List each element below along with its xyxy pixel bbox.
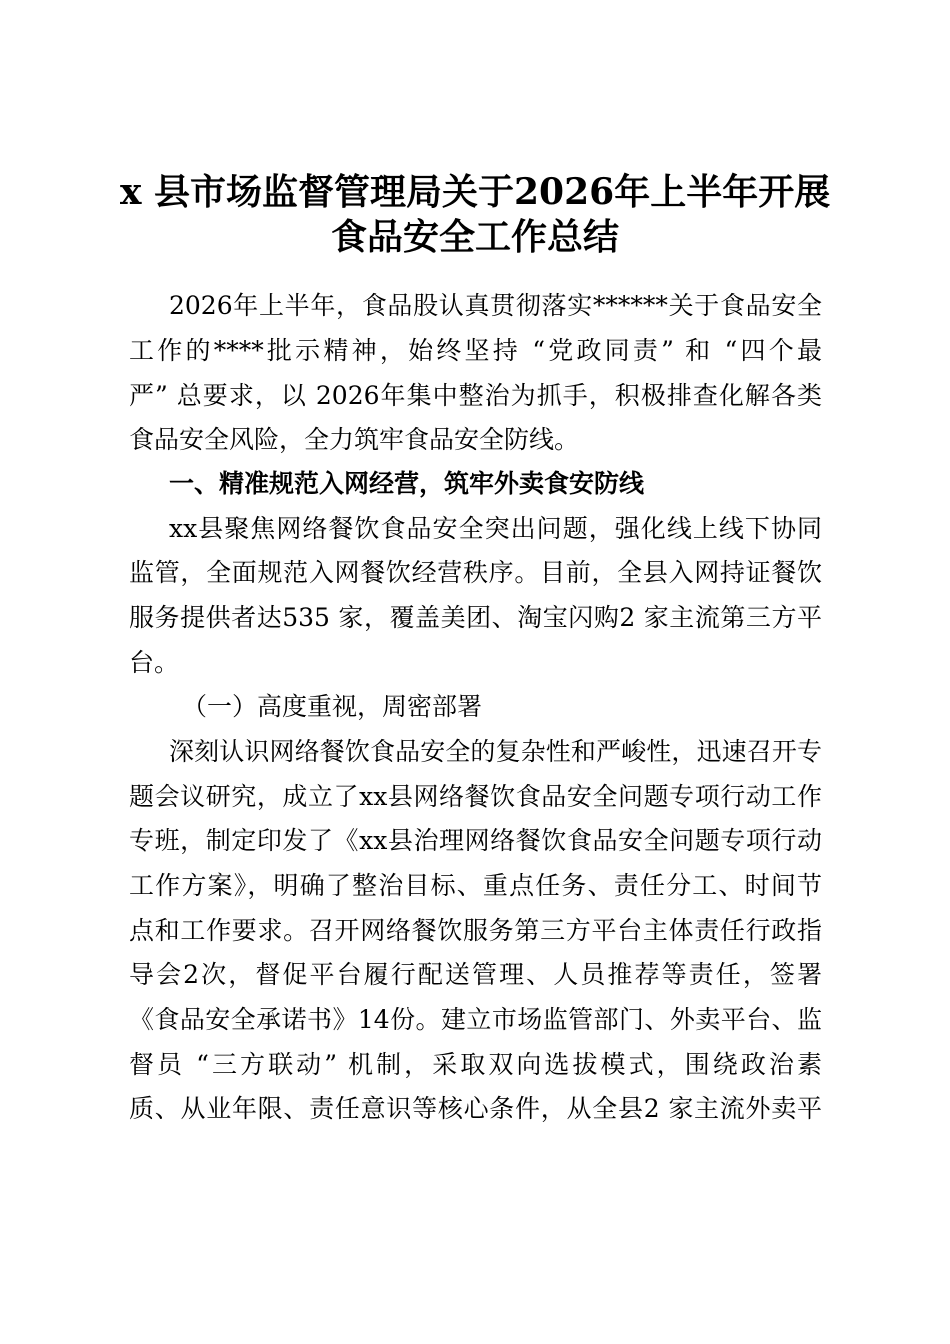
intro-line: 工作的****批示精神，始终坚持 “党政同责” 和 “四个最 bbox=[129, 336, 822, 365]
intro-line: 食品安全风险，全力筑牢食品安全防线。 bbox=[129, 425, 580, 454]
intro-line: 2026年上半年，食品股认真贯彻落实******关于食品安全 bbox=[169, 291, 822, 320]
subsection1-line: 工作方案》，明确了整治目标、重点任务、责任分工、时间节 bbox=[129, 871, 822, 900]
intro-line: 严” 总要求，以 2026年集中整治为抓手，积极排查化解各类 bbox=[129, 381, 822, 410]
document-title-line-1: x 县市场监督管理局关于2026年上半年开展 bbox=[120, 171, 831, 213]
subsection1-line: 点和工作要求。召开网络餐饮服务第三方平台主体责任行政指 bbox=[129, 916, 822, 945]
subsection1-line: 专班，制定印发了《xx县治理网络餐饮食品安全问题专项行动 bbox=[129, 826, 822, 855]
subsection1-line: 《食品安全承诺书》14份。建立市场监管部门、外卖平台、监 bbox=[129, 1005, 822, 1034]
section1-line: 监管，全面规范入网餐饮经营秩序。目前，全县入网持证餐饮 bbox=[129, 558, 822, 587]
document-title-line-2: 食品安全工作总结 bbox=[330, 216, 619, 258]
subsection1-line: 导会2次，督促平台履行配送管理、人员推荐等责任，签署 bbox=[129, 960, 822, 989]
section-heading: 一、精准规范入网经营，筑牢外卖食安防线 bbox=[169, 469, 645, 498]
subsection1-line: 题会议研究，成立了xx县网络餐饮食品安全问题专项行动工作 bbox=[129, 782, 822, 811]
section1-line: 服务提供者达535 家，覆盖美团、淘宝闪购2 家主流第三方平 bbox=[129, 603, 822, 632]
subsection1-line: 督员 “三方联动” 机制，采取双向选拔模式，围绕政治素 bbox=[129, 1050, 822, 1079]
section1-line: 台。 bbox=[129, 648, 180, 677]
section1-line: xx县聚焦网络餐饮食品安全突出问题，强化线上线下协同 bbox=[169, 514, 822, 543]
subsection1-line: 深刻认识网络餐饮食品安全的复杂性和严峻性，迅速召开专 bbox=[169, 737, 822, 766]
subsection1-line: 质、从业年限、责任意识等核心条件，从全县2 家主流外卖平 bbox=[129, 1094, 822, 1123]
subsection-heading: （一）高度重视，周密部署 bbox=[182, 692, 483, 721]
